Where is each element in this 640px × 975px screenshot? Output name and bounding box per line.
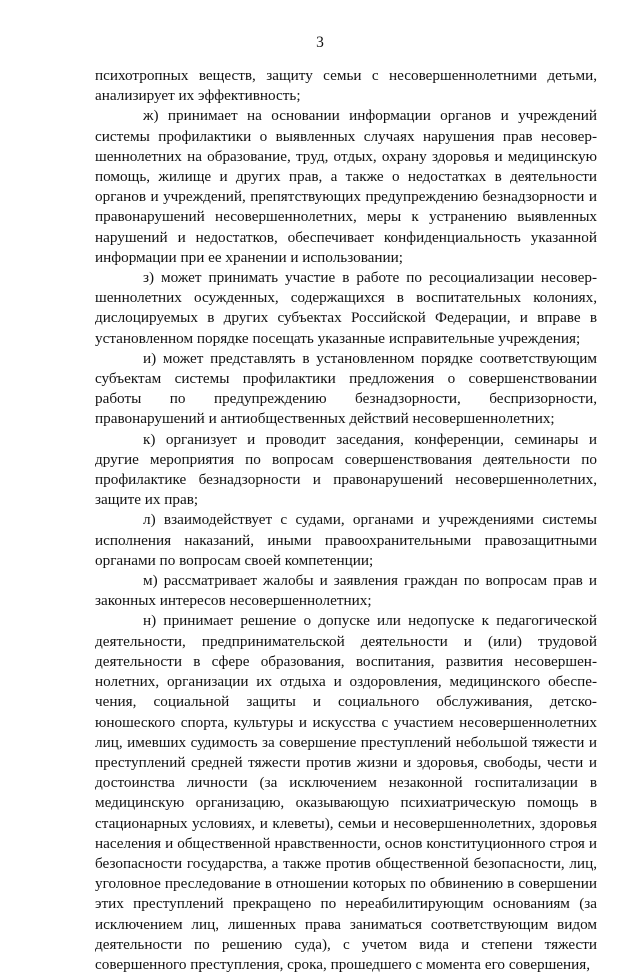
paragraph-zh: ж) принимает на основании информации органов и учреждений системы профилактики о выявленных случаях нарушения прав несовершеннолетних на образование, труд, отдых, охрану здоровья и медицинскую помощь, жилище и других прав, а также о недостатках в деятельности органов и учреждений, препятствующих предупреждению безнадзорности и правонарушений несовершеннолетних, меры к устранению выявленных нарушений и недостатков, обеспечивает конфиденциальность указанной информации при ее хранении и использовании; (95, 107, 597, 266)
paragraph-z: з) может принимать участие в работе по ресоциализации несовершеннолетних осужденных, содержащихся в воспитательных колониях, дислоцируемых в других субъектах Российской Федерации, и вправе в установленном порядке посещать указанные исправительные учреждения; (95, 269, 597, 347)
paragraph-l: л) взаимодействует с судами, органами и учреждениями системы исполнения наказаний, иными правоохранительными правозащитными органами по вопросам своей компетенции; (95, 511, 597, 569)
paragraph-continuation: психотропных веществ, защиту семьи с несовершеннолетними детьми, анализирует их эффективность; (95, 67, 597, 105)
paragraph-m: м) рассматривает жалобы и заявления граждан по вопросам прав и законных интересов несовершеннолетних; (95, 572, 597, 610)
paragraph-k: к) организует и проводит заседания, конференции, семинары и другие мероприятия по вопросам совершенствования деятельности по профилактике безнадзорности и правонарушений несовершеннолетних, защите их прав; (95, 430, 597, 509)
page-number: 3 (316, 34, 324, 51)
paragraph-i: и) может представлять в установленном порядке соответствующим субъектам системы профилактики предложения о совершенствовании работы по предупреждению безнадзорности, беспризорности, правонарушений и антиобщественных действий несовершеннолетних; (95, 349, 597, 428)
document-body (95, 66, 597, 975)
paragraph-n: н) принимает решение о допуске или недопуске к педагогической деятельности, предпринимательской деятельности и (или) трудовой деятельности в сфере образования, воспитания, развития несовершеннолетних, организации их отдыха и оздоровления, медицинского обеспечения, социальной защиты и социального обслуживания, детско-юношеского спорта, культуры и искусства с участием несовершеннолетних лиц, имевших судимость за совершение преступлений небольшой тяжести и преступлений средней тяжести против жизни и здоровья, свободы, чести и достоинства личности (за исключением незаконной госпитализации в медицинскую организацию, оказывающую психиатрическую помощь в стационарных условиях, и клеветы), семьи и несовершеннолетних, здоровья населения и общественной нравственности, основ конституционного строя и безопасности государства, а также против общественной безопасности, лиц, уголовное преследование в отношении которых по обвинению в совершении этих преступлений прекращено по нереабилитирующим основаниям (за исключением лиц, лишенных права заниматься соответствующим видом деятельности по решению суда), с учетом вида и степени тяжести совершенного преступления, срока, прошедшего с момента его совершения, (95, 612, 597, 973)
